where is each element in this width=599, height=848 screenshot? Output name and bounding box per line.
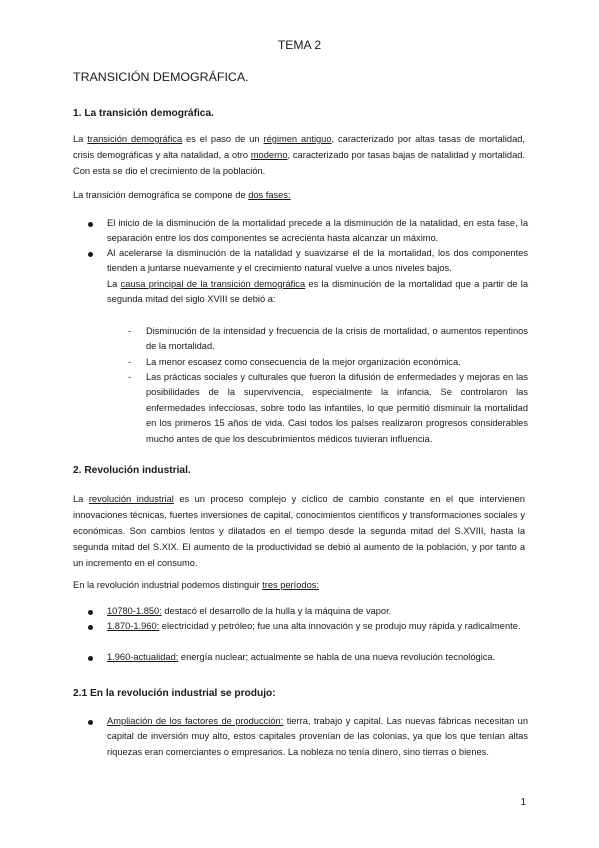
dash-icon: - (128, 326, 132, 336)
dash-item: - Las prácticas sociales y culturales que fueron la difusión de enfermedades y mejoras en las posibilidades de la supervivencia, especialmente la infancia. Se controlaron las enfermedades infecciosas, sobre todo las infantiles, lo que permitió disminuir la mortalidad en los primeros 15 años de vida. Casi todos los países realizaron progresos considerables mucho antes de que los descubrimientos médicos tuvieran influencia. (128, 372, 528, 444)
section-2-paragraph-2: En la revolución industrial podemos distinguir tres períodos: (73, 580, 319, 590)
term-dos-fases: dos fases: (248, 190, 291, 200)
list-item: El inicio de la disminución de la mortalidad precede a la disminución de la natalidad, en esta fase, la separación entre los dos componentes se acrecienta hasta alcanzar un máximo. (88, 216, 528, 247)
section-1-paragraph-2: La transición demográfica se compone de dos fases: (73, 190, 291, 200)
section-2-1-heading: 2.1 En la revolución industrial se produjo: (73, 688, 276, 699)
term-regimen-antiguo: régimen antiguo (263, 134, 332, 144)
list-item: Ampliación de los factores de producción: tierra, trabajo y capital. Las nuevas fábricas necesitan un capital de inversión muy alto, estos capitales provenían de las colonias, ya que los que tenían altas riquezas eran comerciantes o empresarios. La nobleza no tenía dinero, sino tierras o bienes. (88, 714, 528, 760)
dash-icon: - (128, 357, 132, 367)
section-2-paragraph-1: La revolución industrial es un proceso complejo y cíclico de cambio constante en el que intervienen innovaciones técnicas, fuertes inversiones de capital, conocimientos científicos y transformaciones sociales y económicas. Son cambios lentos y dilatados en el tiempo desde la segunda mitad del S.XVIII, hasta la segunda mitad del S.XIX. El aumento de la productividad se debió al aumento de la población, y por tanto a un incremento en el consumo. (73, 494, 525, 568)
dash-icon: - (128, 372, 132, 382)
bullet-icon (88, 222, 93, 227)
list-item: 1.870-1.960: electricidad y petróleo; fue una alta innovación y se produjo muy rápida y radicalmente. (88, 619, 528, 634)
document-title: TRANSICIÓN DEMOGRÁFICA. (73, 70, 249, 84)
term-revolucion-industrial: revolución industrial (88, 494, 174, 504)
bullet-icon (88, 610, 93, 615)
page-number: 1 (520, 797, 526, 808)
section-1-paragraph-1: La transición demográfica es el paso de un régimen antiguo, caracterizado por altas tasas de mortalidad, crisis demográficas y alta natalidad, a otro moderno, caracterizado por tasas bajas de natalidad y mortalidad. Con esta se dio el crecimiento de la población. (73, 134, 525, 176)
term-causa-principal: causa principal de la transición demográfica (120, 278, 306, 289)
list-item: 10780-1.850: destacó el desarrollo de la hulla y la máquina de vapor. (88, 604, 528, 619)
term-tres-periodos: tres períodos: (262, 580, 319, 590)
bullet-icon (88, 625, 93, 630)
cause-paragraph: La causa principal de la transición demográfica es la disminución de la mortalidad que a partir de la segunda mitad del siglo XVIII se debió a: (107, 278, 529, 305)
section-2-heading: 2. Revolución industrial. (73, 465, 191, 476)
list-item: 1.960-actualidad: energía nuclear; actualmente se habla de una nueva revolución tecnológica. (88, 650, 528, 665)
list-item: Al acelerarse la disminución de la natalidad y suavizarse el de la mortalidad, los dos componentes tienden a juntarse nuevamente y el crecimiento natural vuelve a unos niveles bajos. La causa principal de la transición demográfica es la disminución de la mortalidad que a partir de la segunda mitad del siglo XVIII se debió a: (88, 246, 528, 308)
section-1-heading: 1. La transición demográfica. (73, 108, 214, 119)
dash-item: - La menor escasez como consecuencia de la mejor organización económica. (128, 355, 528, 370)
bullet-icon (88, 656, 93, 661)
dash-item: - Disminución de la intensidad y frecuencia de la crisis de mortalidad, o aumentos repentinos de la mortalidad. (128, 326, 528, 352)
term-transicion-demografica: transición demográfica (87, 134, 183, 144)
bullet-icon (88, 720, 93, 725)
page-header: TEMA 2 (277, 38, 322, 52)
bullet-icon (88, 252, 93, 257)
term-moderno: moderno (250, 150, 288, 160)
